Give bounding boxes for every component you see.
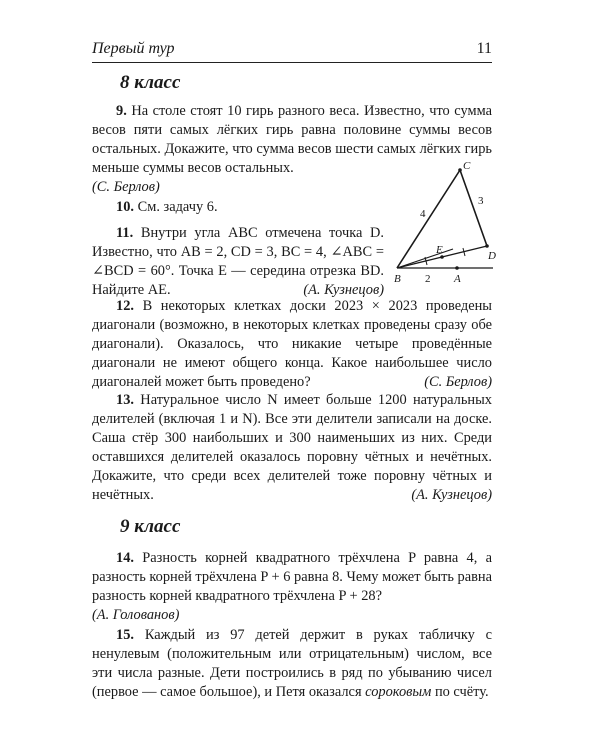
problem-number: 9.	[116, 103, 127, 119]
problem-text-end: по счёту.	[431, 684, 489, 700]
problem-author: (С. Берлов)	[424, 374, 492, 390]
problem-number: 12.	[116, 298, 134, 314]
problem-text: Натуральное число N имеет больше 1200 натуральных делителей (включая 1 и N). Все эти делители записали на доске. Саша стёр 300 наибольших и 300 наименьших из них. Среди оставшихся делителей оказалось поровну чётных и нечётных. Докажите, что среди всех делителей тоже поровну чётных и нечётных.	[92, 392, 492, 503]
problem-12	[92, 297, 492, 392]
page-number: 11	[476, 40, 492, 57]
emphasized-word: сороковым	[365, 684, 432, 700]
problem-11	[92, 224, 384, 300]
problem-10	[92, 198, 382, 217]
point-a	[455, 266, 459, 270]
length-bc: 4	[420, 208, 426, 220]
problem-author: (А. Кузнецов)	[303, 282, 384, 298]
problem-13	[92, 391, 492, 505]
problem-number: 11.	[116, 225, 134, 241]
segment-bc	[397, 170, 460, 268]
problem-text: Каждый из 97 детей держит в руках табличку с ненулевым (положительным или отрицательным) числом, все эти числа разные. Дети построились в ряд по убыванию чисел (первое — самое большое), и Петя оказался	[92, 627, 492, 700]
label-c: C	[463, 160, 471, 172]
problem-number: 10.	[116, 199, 134, 215]
section-heading-grade-9: 9 класс	[120, 516, 181, 537]
point-d	[485, 244, 489, 248]
label-b: B	[394, 273, 401, 285]
problem-15	[92, 626, 492, 702]
problem-author: (А. Кузнецов)	[411, 487, 492, 503]
problem-author: (А. Голованов)	[92, 607, 180, 623]
problem-text: Внутри угла ABC отмечена точка D. Известно, что AB = 2, CD = 3, BC = 4, ∠ABC = ∠BCD = 60°. Точка E — середина отрезка BD. Найдите AE.	[92, 225, 384, 298]
header-title: Первый тур	[92, 40, 175, 57]
problem-text: Разность корней квадратного трёхчлена P равна 4, а разность корней трёхчлена P + 6 равна 8. Чему может быть равна разность корней квадратного трёхчлена P + 28?	[92, 550, 492, 604]
problem-14	[92, 549, 492, 625]
triangle-figure	[385, 160, 505, 290]
problem-author: (С. Берлов)	[92, 179, 160, 195]
section-heading-grade-8: 8 класс	[120, 72, 181, 93]
label-e: E	[436, 244, 443, 256]
segment-cd	[460, 170, 487, 246]
label-a: A	[454, 273, 461, 285]
problem-number: 14.	[116, 550, 134, 566]
problem-number: 15.	[116, 627, 134, 643]
problem-text: На столе стоят 10 гирь разного веса. Известно, что сумма весов пяти самых лёгких гирь равна половине суммы весов остальных. Докажите, что сумма весов шести самых лёгких гирь меньше суммы весов остальных.	[92, 103, 492, 176]
length-ba: 2	[425, 273, 431, 285]
length-cd: 3	[478, 195, 484, 207]
problem-text: См. задачу 6.	[137, 199, 218, 215]
problem-number: 13.	[116, 392, 134, 408]
problem-text: В некоторых клетках доски 2023 × 2023 проведены диагонали (возможно, в некоторых клетках проведены сразу обе диагонали). Оказалось, что никакие четыре проведённые диагонали не имеют общего конца. Какое наибольшее число диагоналей может быть проведено?	[92, 298, 492, 390]
label-d: D	[488, 250, 496, 262]
point-c	[458, 168, 462, 172]
running-header	[92, 38, 492, 63]
